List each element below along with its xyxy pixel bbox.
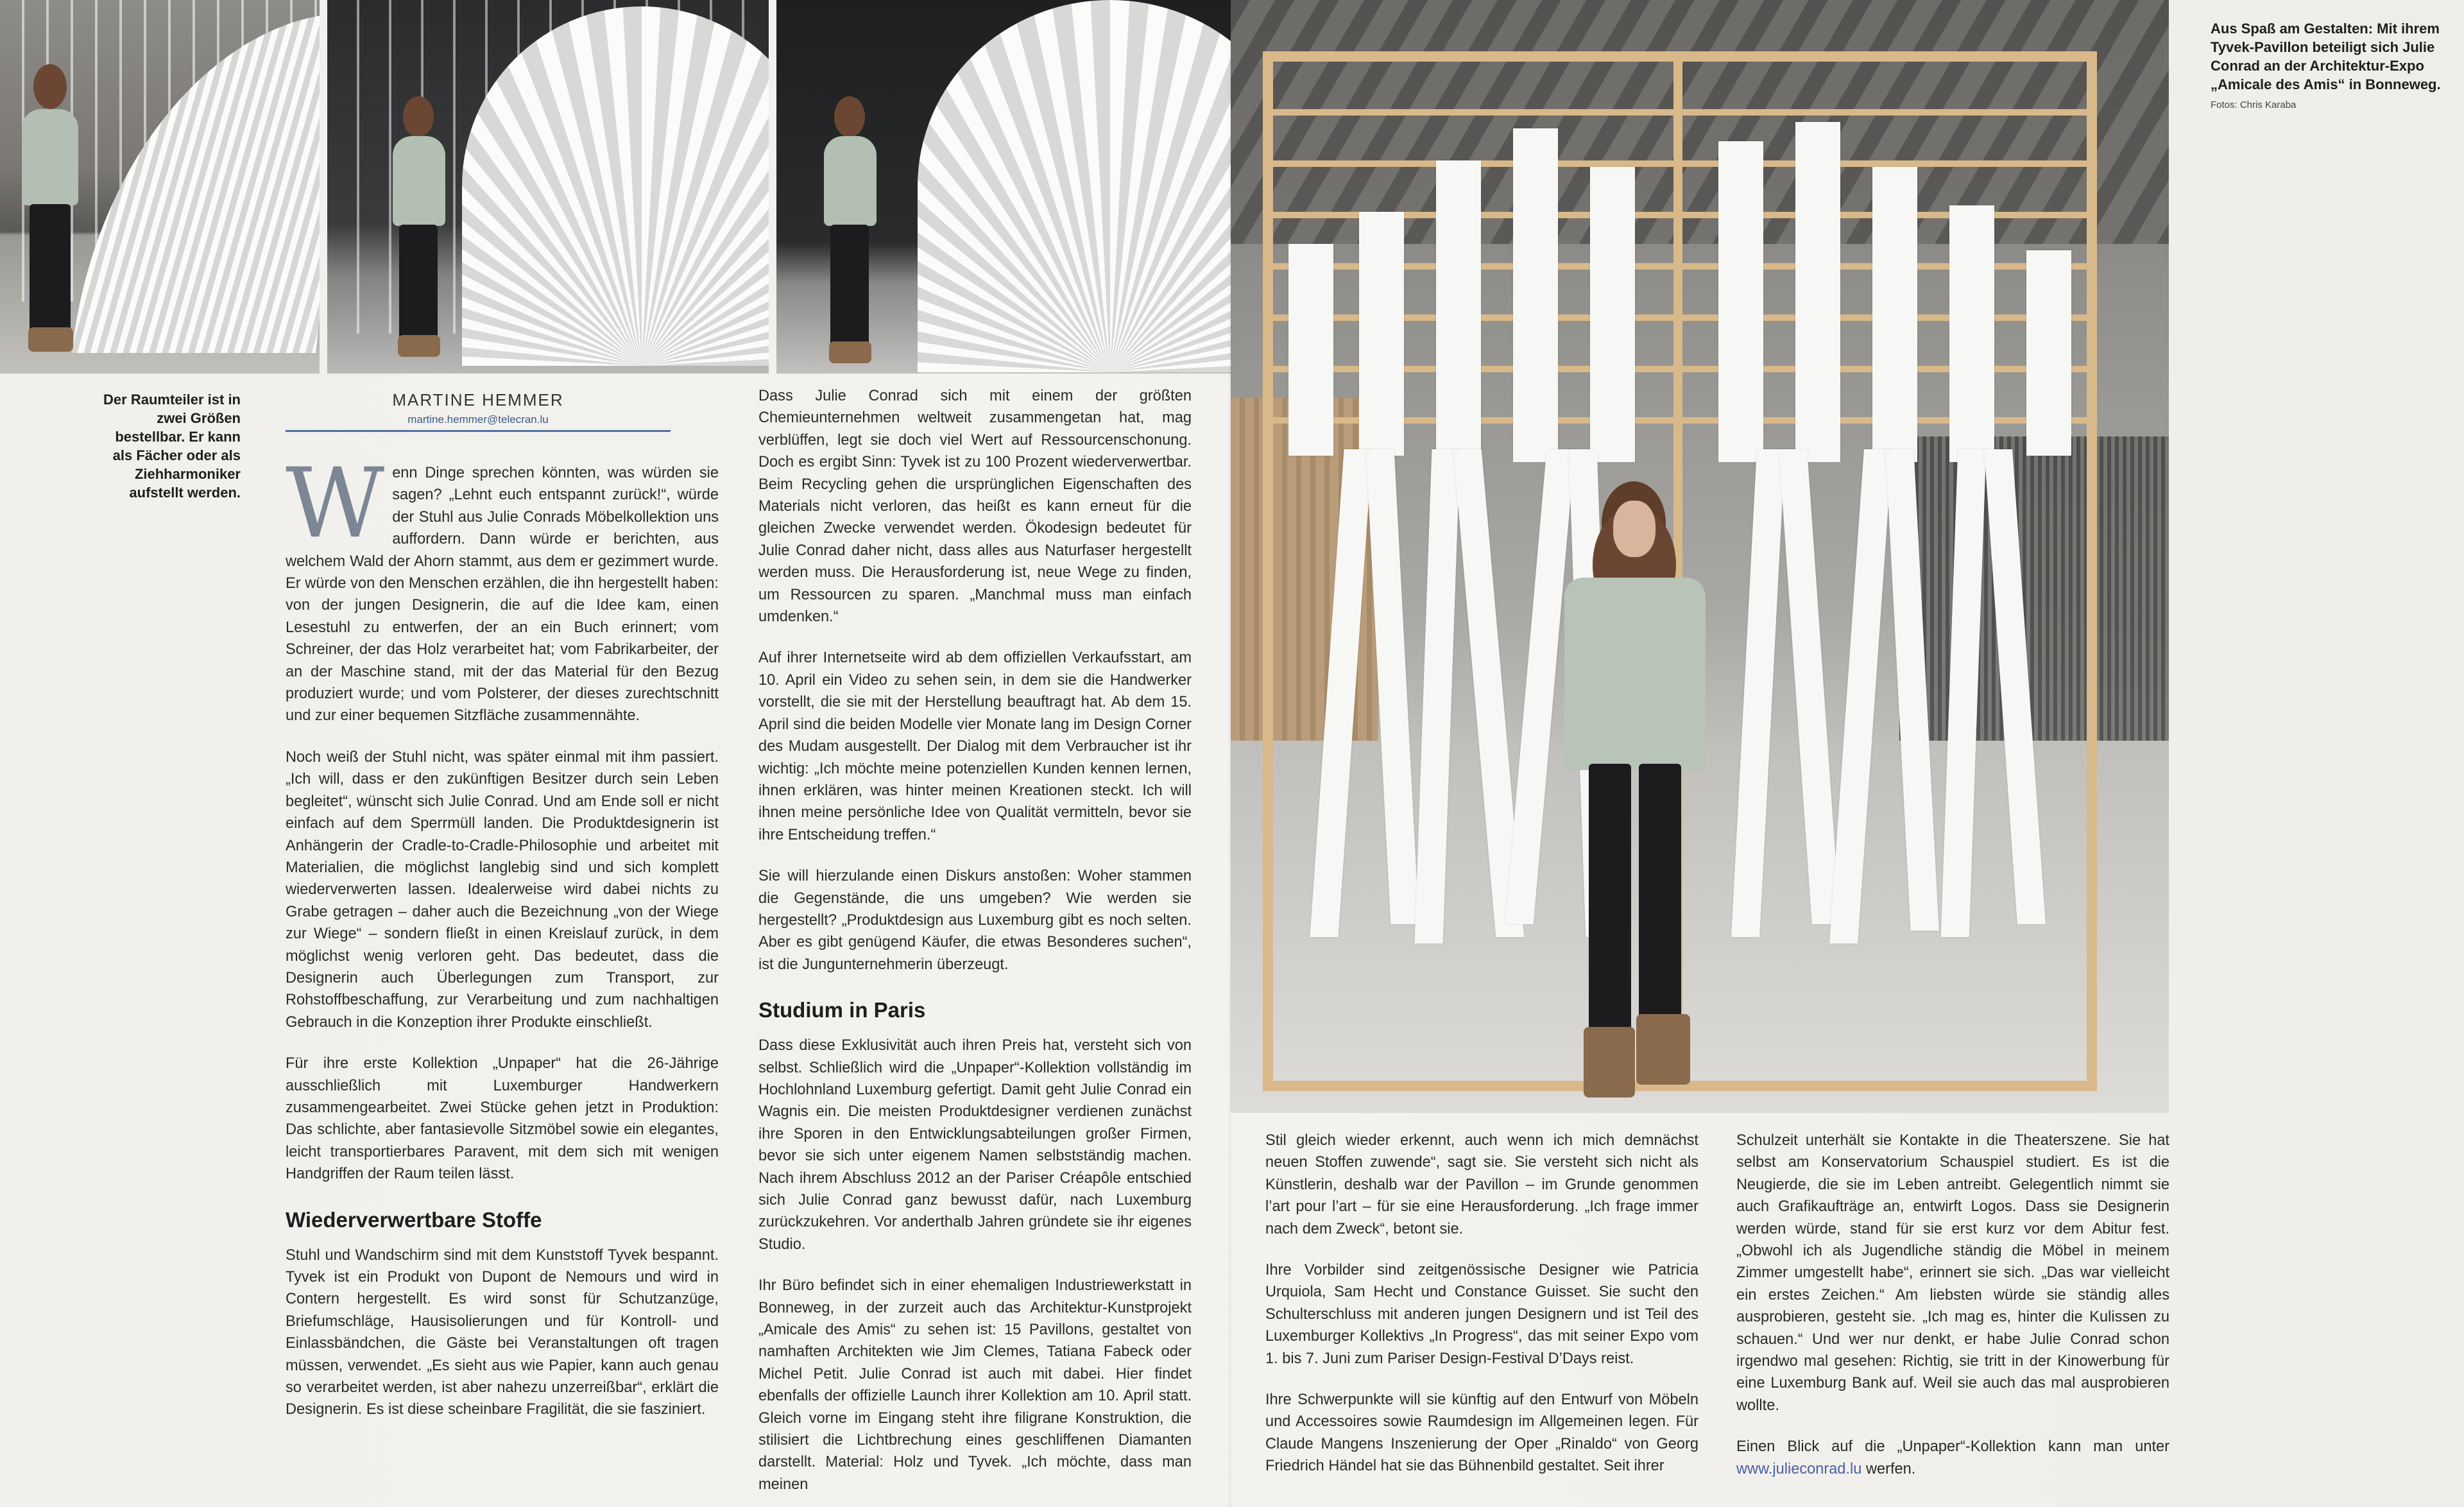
website-link[interactable]: www.julieconrad.lu	[1736, 1460, 1862, 1477]
paragraph: Schulzeit unterhält sie Kontakte in die Theaterszene. Sie hat selbst am Konservatorium Schauspiel studiert. Es ist die Neugierde, die sie im Leben antreibt. Gelegentlich nimmt sie auch Grafikaufträge an, entwirft Logos. Dass sie Designerin werden würde, stand für sie erst kurz vor dem Abitur fest. „Obwohl ich als Jugendliche ständig die Möbel in meinem Zimmer umgestellt habe“, erinnert sie sich. „Das war vielleicht ein erstes Zeichen.“ Am liebsten würde sie ständig alles ausprobieren, gesteht sie. „Ich mag es, hinter die Kulissen zu schauen.“ Und wer nur denkt, er habe Julie Conrad schon irgendwo mal gesehen: Richtig, sie tritt in der Kinowerbung für eine Luxemburg Bank auf. Weil sie auch das mal ausprobieren wollte.	[1736, 1132, 2169, 1414]
paragraph: Stil gleich wieder erkennt, auch wenn ich mich demnächst neuen Stoffen zuwende“, sagt sie. Sie versteht sich nicht als Künstlerin, deshalb war der Pavillon – im Grunde genommen l’art pour l’art – für sie eine Herausforderung. „Ich frage immer nach dem Zweck“, betont sie.	[1265, 1132, 1698, 1237]
paragraph: Ihre Schwerpunkte will sie künftig auf den Entwurf von Möbeln und Accessoires sowie Raumdesign im Allgemeinen legen. Für Claude Mangens Inszenierung der Oper „Rinaldo“ von Georg Friedrich Händel hat sie das Bühnenbild gestaltet. Seit ihrer	[1265, 1391, 1698, 1475]
author-name: MARTINE HEMMER	[392, 390, 564, 409]
caption-pavilion: Aus Spaß am Gestalten: Mit ihrem Tyvek-Pavillon beteiligt sich Julie Conrad an der Architektur-Expo „Amicale des Amis“ in Bonneweg. Fotos: Chris Karaba	[2211, 21, 2441, 110]
paragraph: Noch weiß der Stuhl nicht, was später einmal mit ihm passiert. „Ich will, dass er den zukünftigen Besitzer durch sein Leben begleitet“, wünscht sich Julie Conrad. Und am Ende soll er nicht einfach auf dem Sperrmüll landen. Die Produktdesignerin ist Anhängerin der Cradle-to-Cradle-Philosophie und arbeitet mit Materialien, die möglichst langlebig sind und sich komplett wiederverwerten lassen. Idealerweise wird dabei nichts zu Grabe getragen – daher auch die Bezeichnung „von der Wiege zur Wiege“ – sondern fließt in einen Kreislauf zurück, in dem möglichst wenig verloren geht. Das bedeutet, dass die Designerin auch Überlegungen zum Transport, zur Rohstoffbeschaffung, zur Verarbeitung und zum nachhaltigen Gebrauch in die Konzeption ihrer Produkte einschließt.	[286, 748, 719, 1031]
caption-room-divider: Der Raumteiler ist in zwei Größen bestellbar. Er kann als Fächer oder als Ziehharmoniker aufstellt werden.	[103, 392, 241, 501]
photo-fan-divider-1	[0, 0, 320, 374]
paragraph: Dass diese Exklusivität auch ihren Preis hat, versteht sich von selbst. Schließlich wird die „Unpaper“-Kollektion vollständig im Hochlohnland Luxemburg gefertigt. Damit geht Julie Conrad ein Wagnis ein. Die meisten Produktdesigner verdienen zunächst ihre Sporen in den Entwicklungsabteilungen großer Firmen, bevor sie sich unter eigenem Namen selbstständig machen. Nach ihrem Abschluss 2012 an der Pariser Créapôle entschied sich Julie Conrad ganz bewusst dafür, nach Luxemburg zurückzukehren. Vor anderthalb Jahren gründete sie ihr eigenes Studio.	[758, 1037, 1192, 1253]
closing-paragraph: Einen Blick auf die „Unpaper“-Kollektion kann man unter www.julieconrad.lu werfen.	[1736, 1438, 2169, 1477]
section-heading: Wiederverwertbare Stoffe	[286, 1207, 542, 1232]
paragraph: Dass Julie Conrad sich mit einem der größten Chemieunternehmen weltweit zusammengetan hat, mag verblüffen, legt sie doch viel Wert auf Ressourcenschonung. Doch es ergibt Sinn: Tyvek ist zu 100 Prozent wiederverwertbar. Beim Recycling gehen die ursprünglichen Eigenschaften des Materials nicht verloren, das heißt es kann erneut für die gleichen Zwecke verwendet werden. Ökodesign bedeutet für Julie Conrad daher nicht, dass alles aus Naturfaser hergestellt werden muss. Die Herausforderung ist, neue Wege zu finden, um Ressourcen zu sparen. „Manchmal muss man einfach umdenken.“	[758, 388, 1192, 626]
photo-credit: Fotos: Chris Karaba	[2211, 99, 2297, 110]
paragraph: Ihr Büro befindet sich in einer ehemaligen Industriewerkstatt in Bonneweg, in der zurzeit auch das Architektur-Kunstprojekt „Amicale des Amis“ zu sehen ist: 15 Pavillons, gestaltet von namhaften Architekten wie Jim Clemes, Tatiana Fabeck oder Michel Petit. Julie Conrad ist auch mit dabei. Hier findet ebenfalls der offizielle Launch ihrer Kollektion am 10. April statt. Gleich vorne im Eingang steht ihre filigrane Konstruktion, die stilisiert die Lichtbrechung eines geschliffenen Diamanten darstellt. Material: Holz und Tyvek. „Ich möchte, dass man meinen	[758, 1277, 1192, 1493]
section-heading: Studium in Paris	[758, 998, 926, 1022]
paragraph: Stuhl und Wandschirm sind mit dem Kunststoff Tyvek bespannt. Tyvek ist ein Produkt von Dupont de Nemours und wird in Contern hergestellt. Es wird sonst für Schutzanzüge, Briefumschläge, Hausisolierungen und für Kontroll- und Einlassbändchen, die Gäste bei Veranstaltungen oft tragen müssen, verwendet. „Es sieht aus wie Papier, kann auch genau so verarbeitet werden, ist aber nahezu unzerreißbar“, erklärt die Designerin. Es ist diese scheinbare Fragilität, die sie fasziniert.	[286, 1246, 719, 1418]
paragraph: Auf ihrer Internetseite wird ab dem offiziellen Verkaufsstart, am 10. April ein Video zu sehen sein, in dem sie die Handwerker vorstellt, die sie mit der Herstellung beauftragt hat. Ab dem 15. April sind die beiden Modelle vier Monate lang im Design Corner des Mudam ausgestellt. Der Dialog mit dem Verbraucher ist ihr wichtig: „Ich möchte meine potenziellen Kunden kennen lernen, ihnen erklären, was hinter meinen Kreationen steckt. Ich will ihnen meine persönliche Idee von Qualität vermitteln, bevor sie ihre Entscheidung treffen.“	[758, 650, 1192, 843]
decorative-background-letters	[2175, 128, 2458, 449]
page-gutter	[1229, 0, 1233, 1507]
article-column-4	[1736, 1130, 2169, 1495]
article-column-3	[1265, 1130, 1698, 1495]
paragraph: Ihre Vorbilder sind zeitgenössische Designer wie Patricia Urquiola, Sam Hecht und Constance Guisset. Sie sucht den Schulterschluss mit anderen jungen Designern und ist Teil des Luxemburger Kollektivs „In Progress“, das mit seiner Expo vom 1. bis 7. Juni zum Pariser Design-Festival D’Days reist.	[1265, 1262, 1698, 1367]
photo-fan-divider-3	[776, 0, 1231, 374]
photo-tyvek-pavilion	[1231, 0, 2169, 1113]
author-email[interactable]: martine.hemmer@telecran.lu	[286, 413, 671, 432]
article-column-2	[758, 385, 1192, 1495]
paragraph: Für ihre erste Kollektion „Unpaper“ hat die 26-Jährige ausschließlich mit Luxemburger Handwerkern zusammengearbeitet. Zwei Stücke gehen jetzt in Produktion: Das schlichte, aber fantasievolle Sitzmöbel sowie ein elegantes, leicht transportierbares Paravent, mit dem sich mit wenigen Handgriffen der Raum teilen lässt.	[286, 1055, 719, 1183]
intro-paragraph: Wenn Dinge sprechen könnten, was würden sie sagen? „Lehnt euch entspannt zurück!“, würde der Stuhl aus Julie Conrads Möbelkollektion uns auffordern. Dann würde er berichten, aus welchem Wald der Ahorn stammt, aus dem er gezimmert wurde. Er würde von den Menschen erzählen, die ihn hergestellt haben: von der jungen Designerin, die auf die Idee kam, einen Lesestuhl zu entwerfen, der an ein Buch erinnert; vom Schreiner, der das Holz verarbeitet hat; vom Fabrikarbeiter, der an der Maschine stand, mit der das Material für den Bezug produziert wurde; und vom Polsterer, der dieses zurechtschnitt und zur einer bequemen Sitzfläche zusammennähte.	[286, 448, 719, 725]
photo-fan-divider-2	[327, 0, 769, 374]
article-column-1	[286, 448, 719, 1495]
drop-cap: W	[286, 448, 385, 560]
paragraph: Sie will hierzulande einen Diskurs anstoßen: Woher stammen die Gegenstände, die uns umgeben? Wie werden sie hergestellt? „Produktdesign aus Luxemburg gibt es noch selten. Aber es gibt genügend Käufer, die etwas Besonderes suchen“, ist die Jungunternehmerin überzeugt.	[758, 868, 1192, 973]
